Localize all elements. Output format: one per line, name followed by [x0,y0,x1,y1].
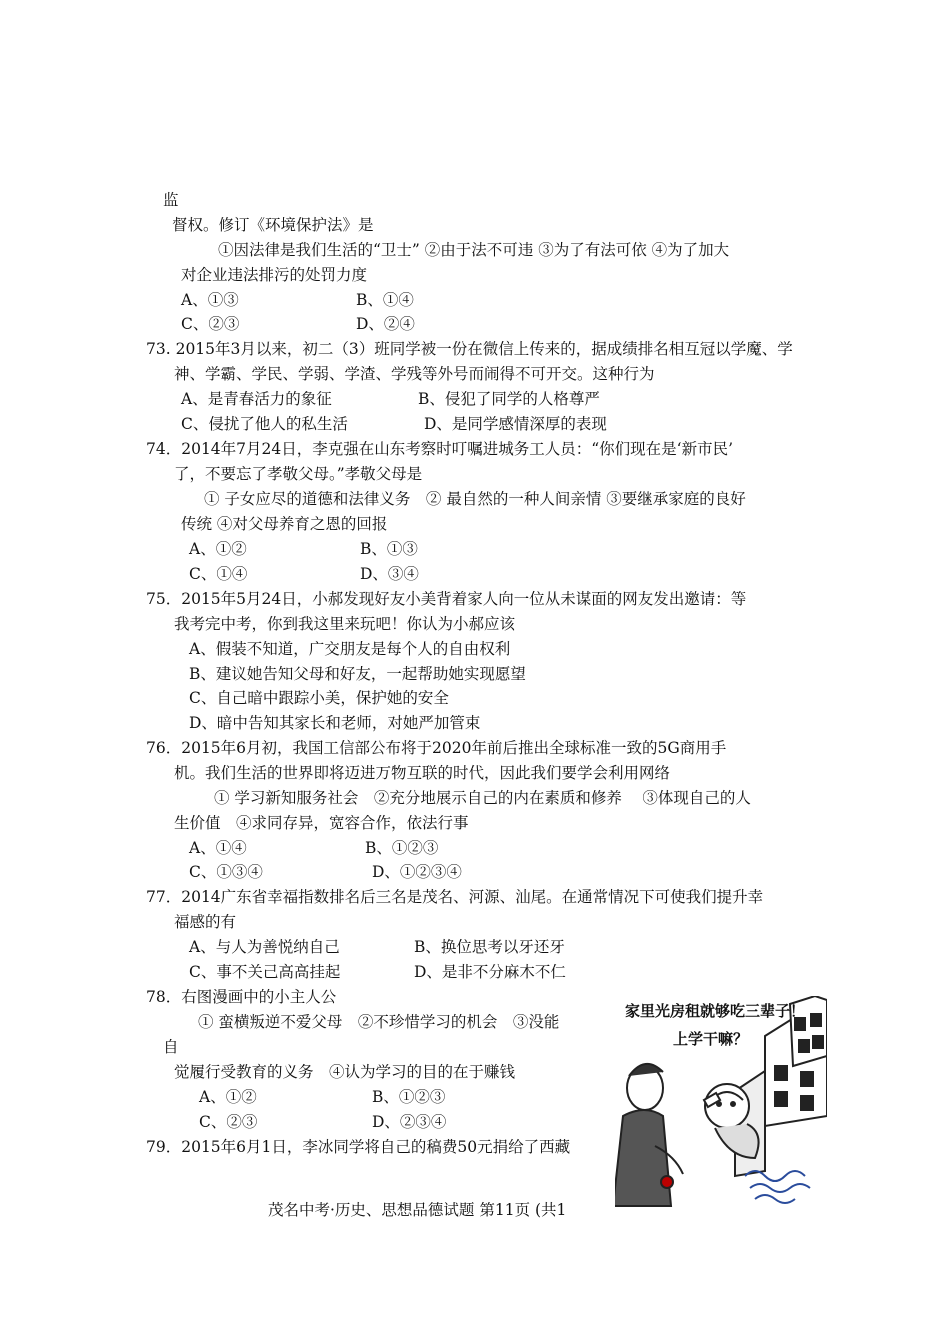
q76-statements: ① 学习新知服务社会 ②充分地展示自己的内在素质和修养 ③体现自己的人 [214,789,751,807]
comic-caption-1: 家里光房租就够吃三辈子！ [625,1002,806,1020]
q75-stem-line2: 我考完中考，你到我这里来玩吧！你认为小郝应该 [174,615,516,633]
q76-stem-line1: 76．2015年6月初，我国工信部公布将于2020年前后推出全球标准一致的5G商用手 [146,739,727,757]
q77-stem-line1: 77．2014广东省幸福指数排名后三名是茂名、河源、汕尾。在通常情况下可使我们提升幸 [146,888,764,906]
q72-line1: 监 [163,191,179,209]
q78-option-c: C、②③ [199,1113,258,1131]
q74-line4: 传统 ④对父母养育之恩的回报 [181,515,388,533]
q78-stem-line1: 78．右图漫画中的小主人公 [146,988,337,1006]
q72-option-b: B、①④ [356,291,414,309]
q78-option-a: A、①② [199,1088,257,1106]
q73-option-b: B、侵犯了同学的人格尊严 [418,390,600,408]
q77-option-d: D、是非不分麻木不仁 [414,963,566,981]
q77-stem-line2: 福感的有 [174,913,237,931]
q73-stem-line2: 神、学霸、学民、学弱、学渣、学残等外号而闹得不可开交。这种行为 [174,365,655,383]
q74-stem-line1: 74．2014年7月24日，李克强在山东考察时叮嘱进城务工人员：“你们现在是‘新市民’ [146,440,734,458]
q79-stem-line1: 79．2015年6月1日，李冰同学将自己的稿费50元捐给了西藏 [146,1138,571,1156]
q76-option-b: B、①②③ [365,839,439,857]
q75-option-b: B、建议她告知父母和好友，一起帮助她实现愿望 [189,665,526,683]
q78-line3: 自 [163,1038,179,1056]
q75-stem-line1: 75．2015年5月24日，小郝发现好友小美背着家人向一位从未谋面的网友发出邀请：等 [146,590,747,608]
q78-option-b: B、①②③ [372,1088,446,1106]
q73-option-a: A、是青春活力的象征 [181,390,332,408]
q78-line4: 觉履行受教育的义务 ④认为学习的目的在于赚钱 [174,1063,516,1081]
q72-option-c: C、②③ [181,315,240,333]
q72-option-d: D、②④ [356,315,415,333]
q73-option-d: D、是同学感情深厚的表现 [424,415,607,433]
q75-option-c: C、自己暗中跟踪小美，保护她的安全 [189,689,449,707]
q77-option-b: B、换位思考以牙还牙 [414,938,565,956]
q77-option-c: C、事不关己高高挂起 [189,963,341,981]
q78-statements: ① 蛮横叛逆不爱父母 ②不珍惜学习的机会 ③没能 [198,1013,560,1031]
q76-option-d: D、①②③④ [372,863,462,881]
q74-statements: ① 子女应尽的道德和法律义务 ② 最自然的一种人间亲情 ③要继承家庭的良好 [204,490,746,508]
q72-statements: ①因法律是我们生活的“卫士” ②由于法不可违 ③为了有法可依 ④为了加大 [218,241,730,259]
q74-option-a: A、①② [189,540,247,558]
q78-option-d: D、②③④ [372,1113,447,1131]
comic-caption-2: 上学干嘛？ [673,1030,749,1048]
q76-option-a: A、①④ [189,839,247,857]
q76-option-c: C、①③④ [189,863,263,881]
q73-stem-line1: 73. 2015年3月以来，初二（3）班同学被一份在微信上传来的，据成绩排名相互冠以学魔、学 [146,340,793,358]
q76-line4: 生价值 ④求同存异，宽容合作，依法行事 [174,814,469,832]
q73-option-c: C、侵扰了他人的私生活 [181,415,348,433]
q74-option-b: B、①③ [360,540,418,558]
q77-option-a: A、与人为善悦纳自己 [189,938,340,956]
q74-option-d: D、③④ [360,565,419,583]
comic-illustration [615,996,827,1210]
q72-line2: 督权。修订《环境保护法》是 [172,216,374,234]
q74-option-c: C、①④ [189,565,248,583]
q75-option-d: D、暗中告知其家长和老师，对她严加管束 [189,714,481,732]
q72-option-a: A、①③ [181,291,239,309]
q74-stem-line2: 了，不要忘了孝敬父母。”孝敬父母是 [174,465,423,483]
q75-option-a: A、假装不知道，广交朋友是每个人的自由权利 [189,640,511,658]
q72-line4: 对企业违法排污的处罚力度 [181,266,368,284]
page-footer: 茂名中考·历史、思想品德试题 第11页 (共1 [268,1201,567,1219]
q76-stem-line2: 机。我们生活的世界即将迈进万物互联的时代，因此我们要学会利用网络 [174,764,671,782]
